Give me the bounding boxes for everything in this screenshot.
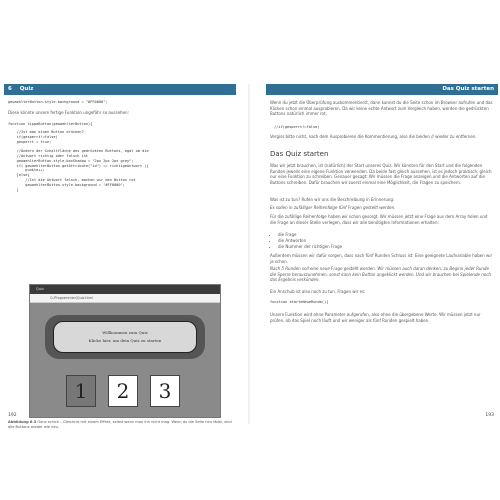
right-page xyxy=(266,84,498,424)
list-item: • die Nummer der richtigen Frage xyxy=(278,244,342,250)
paragraph: Unsere Funktion wird ohne Parameter aufgerufen, also ohne die übergebene Werte. Wir müssen jetzt nur prüfen, ob das Spiel noch läuft und wir weniger als fünf Runden gespielt haben. xyxy=(270,312,481,323)
chapter-title: Quiz xyxy=(19,86,34,92)
paragraph: Wenn du jetzt die Überprüfung auskommentierst, dann kannst du die Seite schon im Browser aufrufen und das Klicken schon einmal ausprobieren. Da wir keine echte Antwort zum Vergleich haben, werden die gedrückten Buttons natürlich immer rot. xyxy=(270,100,493,116)
browser-tab: Quiz xyxy=(30,285,220,294)
paragraph: Was wir jetzt brauchen, ist (natürlich) der Start unseres Quiz. Wir könnten für den Start und die folgenden Runden jeweils eine eigene Funktion verwenden. Da beide fast gleich aussehen, ist es jedoch praktisch, gleich nur eine Funktion zu schreiben. Genauer gesagt: Wir müssen die Frage anzeigen und die Antworten auf die Buttons schreiben. Dafür brauchen wir zuerst einmal eine Möglichkeit, die Fragen zu speichern. xyxy=(270,163,492,185)
code-line: //if(gesperrt!=false) xyxy=(274,125,320,129)
browser-url: C:/Programmier/Quiz.html xyxy=(30,294,220,303)
answer-button-2: 2 xyxy=(108,375,138,407)
caption-text: Ganz schick – Gleichnis mit einem Effekt, selbst wenn man ihn nicht mag. Wenn du die Seite neu lädst, sind alle Buttons wieder wie neu. xyxy=(8,420,232,429)
italic-note: Es sollen in zufälliger Reihenfolge fünf Fragen gestellt werden. xyxy=(270,205,396,210)
page-number: 193 xyxy=(485,413,494,418)
italic-note: Nach 5 Runden soll eine neue Frage gestellt werden. Wir müssen auch daran denken, zu Beginn jeder Runde die Sperre herauszunehmen, sonst kann kein Button angeklickt werden. Und wir brauchen bei Spielende noch das Ergebnis verkünden. xyxy=(270,266,491,282)
browser-viewport xyxy=(30,303,220,417)
quiz-question-area xyxy=(53,321,197,353)
code-block: //Ist man einen Button drücken? if(gesperrt!=false) gesperrt = true; //Ändern der Schaltfläche des gedrückten Buttons, egal ob die //Antwort richtig oder falsch ist gewaehlterButton.style.boxShadow = "2px 2px 2px grey"; if( gewaehlterButton.getAttribute("id") == richtigeAntwort ){ punkte++; }else{ //Ist die Antwort falsch, machen wir den Button rot gewaehlterButton.style.background = "#FF0000"; } xyxy=(16,130,149,192)
code-line: gewaehlterButton.style.background = "#FF0000"; xyxy=(8,100,108,104)
paragraph: Ein Anschub ist also noch zu tun. Fragen wir es: xyxy=(270,289,366,294)
answer-button-3: 3 xyxy=(150,375,180,407)
page-number: 192 xyxy=(8,413,17,418)
left-page xyxy=(4,84,236,429)
section-title: Das Quiz starten xyxy=(442,86,494,92)
paragraph: Außerdem müssen wir dafür sorgen, dass nach fünf Runden Schluss ist. Eine geeignete Laufvariable haben wir ja schon. xyxy=(270,253,493,264)
quiz-subtitle: Klicke hier, um dein Quiz zu starten xyxy=(88,338,162,343)
answer-button-1: 1 xyxy=(66,375,96,407)
paragraph: Vergiss bitte nicht, nach dem Ausprobieren die Kommentierung, also die beiden // wieder zu entfernen. xyxy=(270,134,477,139)
code-function-head: function starteNeueRunde(){ xyxy=(270,300,329,304)
figure-caption xyxy=(8,420,232,429)
caption-label: Abbildung 6.3 xyxy=(8,420,37,424)
section-heading: Das Quiz starten xyxy=(270,150,329,158)
left-page-header xyxy=(4,84,236,95)
quiz-box xyxy=(45,315,205,359)
paragraph: Für die zufällige Reihenfolge haben wir schon gesorgt. Wir müssen jetzt eine Frage aus dem Array holen und die Frage an dieser Stelle verlegen, dass wir alle benötigten Informationen erhalten: xyxy=(270,214,488,225)
quiz-title: Willkommen zum Quiz xyxy=(102,330,148,335)
list-item: • die Frage xyxy=(278,232,342,238)
gutter xyxy=(248,84,250,424)
code-function-head: function tippeButton(gewaehlterButton){ xyxy=(8,122,93,126)
chapter-number: 6 xyxy=(8,86,12,92)
bullet-list xyxy=(270,232,342,250)
right-page-header xyxy=(266,84,498,95)
paragraph: Diese könnte unsere fertige Funktion ungefähr so aussehen: xyxy=(8,110,129,115)
paragraph: Was ist zu tun? Rufen wir uns die Beschreibung in Erinnerung: xyxy=(270,197,395,202)
browser-screenshot xyxy=(29,284,221,418)
list-item: • die Antworten xyxy=(278,238,342,244)
